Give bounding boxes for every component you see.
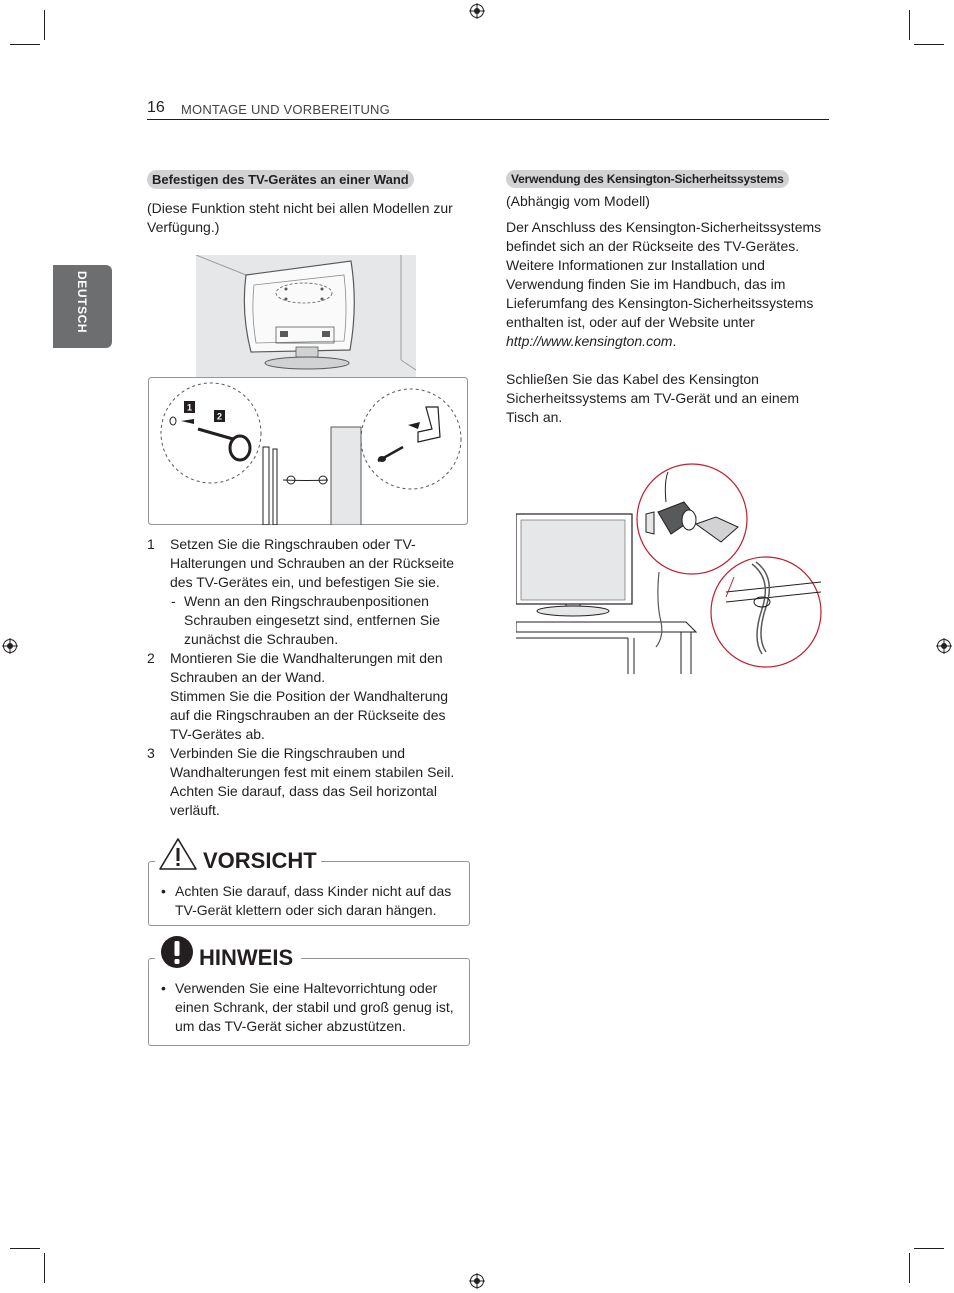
step-1	[147, 535, 467, 592]
bullet-dot: •	[161, 980, 166, 996]
language-tab	[53, 265, 112, 348]
step-text: Setzen Sie die Ringschrauben oder TV-Halterungen und Schrauben an der Rückseite des TV-Gerätes ein, und befestigen Sie sie.	[170, 536, 455, 590]
kensington-lock-illustration	[516, 462, 822, 674]
warning-triangle-icon	[158, 837, 198, 871]
kensington-paragraph: Der Anschluss des Kensington-Sicherheitssystems befindet sich an der Rückseite des TV-Gerätes. Weitere Informationen zur Installation und Verwendung finden Sie im Handbuch, das im Lieferumfang des Kensington-Sicherheitssystems enthalten ist, oder auf der Website unter	[506, 219, 822, 330]
url-suffix: .	[672, 333, 677, 349]
wall-mount-detail-illustration	[148, 377, 468, 525]
kensington-text	[506, 192, 831, 427]
registration-mark-icon	[936, 638, 952, 654]
section-title: MONTAGE UND VORBEREITUNG	[181, 102, 390, 117]
installation-steps	[147, 535, 467, 820]
step-text-2: Achten Sie darauf, dass das Seil horizontal verläuft.	[170, 783, 437, 818]
crop-mark	[10, 44, 40, 45]
step-text: Montieren Sie die Wandhalterungen mit den Schrauben an der Wand.	[170, 650, 443, 685]
crop-mark	[909, 1253, 910, 1283]
step-number: 1	[147, 536, 155, 552]
model-dependency: (Abhängig vom Modell)	[506, 193, 650, 209]
notice-box	[148, 958, 470, 1046]
registration-mark-icon	[2, 638, 18, 654]
kensington-heading: Verwendung des Kensington-Sicherheitssystems	[506, 170, 789, 188]
caution-bullet	[161, 882, 461, 920]
wall-mount-heading: Befestigen des TV-Gerätes an einer Wand	[147, 170, 414, 189]
registration-mark-icon	[469, 1273, 485, 1289]
registration-mark-icon	[469, 3, 485, 19]
step-2	[147, 649, 467, 744]
crop-mark	[914, 44, 944, 45]
crop-mark	[44, 1253, 45, 1283]
crop-mark	[914, 1248, 944, 1249]
caution-text: Achten Sie darauf, dass Kinder nicht auf das TV-Gerät klettern oder sich daran hängen.	[175, 883, 452, 918]
language-tab-label: DEUTSCH	[75, 271, 89, 334]
crop-mark	[909, 10, 910, 40]
step-3	[147, 744, 467, 820]
sub-dash: -	[171, 593, 176, 609]
step-1-sub	[147, 592, 467, 649]
callout-1: 1	[186, 402, 193, 413]
exclamation-circle-icon	[160, 935, 194, 969]
step-text: Verbinden Sie die Ringschrauben und Wandhalterungen fest mit einem stabilen Seil.	[170, 745, 455, 780]
caution-title: VORSICHT	[199, 848, 321, 874]
crop-mark	[44, 10, 45, 40]
step-text-2: Stimmen Sie die Position der Wandhalterung auf die Ringschrauben an der Rückseite des TV-Gerätes ab.	[170, 688, 449, 742]
kensington-instruction: Schließen Sie das Kabel des Kensington Sicherheitssystems am TV-Gerät und an einem Tisch an.	[506, 371, 800, 425]
page-number: 16	[147, 99, 165, 116]
step-number: 2	[147, 650, 155, 666]
header-rule	[147, 119, 829, 120]
kensington-url[interactable]: http://www.kensington.com	[506, 333, 673, 349]
kensington-description	[506, 218, 831, 351]
tv-back-illustration	[196, 255, 416, 378]
availability-note: (Diese Funktion steht nicht bei allen Modellen zur Verfügung.)	[147, 200, 453, 235]
notice-text: Verwenden Sie eine Haltevorrichtung oder einen Schrank, der stabil und groß genug ist, um das TV-Gerät sicher abzustützen.	[175, 980, 454, 1034]
notice-title: HINWEIS	[195, 945, 297, 971]
step-sub-text: Wenn an den Ringschraubenpositionen Schrauben eingesetzt sind, entfernen Sie zunächst die Schrauben.	[184, 593, 441, 647]
callout-2: 2	[216, 411, 223, 422]
crop-mark	[10, 1248, 40, 1249]
bullet-dot: •	[161, 883, 166, 899]
step-number: 3	[147, 745, 155, 761]
notice-bullet	[161, 979, 461, 1036]
